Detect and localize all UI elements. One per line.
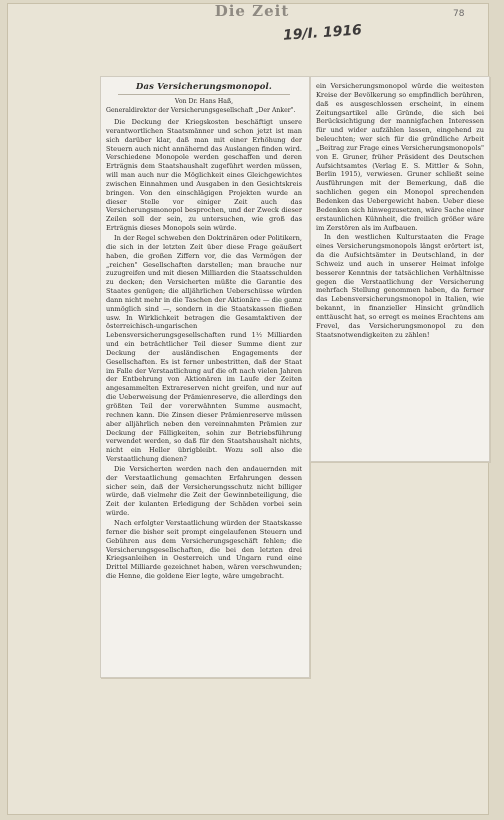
article-column-continuation bbox=[316, 82, 484, 456]
article-author-role: Generaldirektor der Versicherungsgesellschaft „Der Anker". bbox=[106, 107, 296, 114]
page-number: 78 bbox=[453, 9, 465, 19]
article-paragraph: Nach erfolgter Verstaatlichung würden der Staatskasse ferner die bisher seit prompt eingelaufenen Steuern und Gebühren aus dem Versicherungsgeschäft fehlen; die Versicherungsgesellschaften, die bei den letzten drei Kriegsanleihen in Oesterreich und Ungarn rund eine Drittel Milliarde gezeichnet haben, wären verschwunden; die Henne, die goldene Eier legte, wäre umgebracht. bbox=[106, 518, 302, 581]
article-paragraph: Die Versicherten werden nach den andauernden mit der Verstaatlichung gemachten Erfahrungen dessen sicher sein, daß der Versicherungsschutz nicht billiger würde, daß vielmehr die Zeit der Gewinnbeteiligung, die Zeit der kulanten Erledigung der Schäden vorbei sein würde. bbox=[106, 464, 302, 518]
article-title: Das Versicherungsmonopol. bbox=[135, 81, 273, 91]
handwritten-date: 19/I. 1916 bbox=[282, 22, 363, 44]
article-paragraph: In den westlichen Kulturstaaten die Frage eines Versicherungsmonopols längst erörtert ist, da die Aufsichtsämter in Deutschland, in der Schweiz und auch in unserer Heimat infolge besserer Kenntnis der tatsächlichen Verhältnisse gegen die Verstaatlichung der Versicherung mehrfach Stellung genommen haben, da ferner das Lebensversicherungsmonopol in Italien, wie bekannt, in finanzieller Hinsicht gründlich enttäuscht hat, so erregt es meines Erachtens am Frevel, das Versicherungsmonopol zu den Staatsnotwendigkeiten zu zählen! bbox=[316, 233, 484, 339]
article-paragraph: Die Deckung der Kriegskosten beschäftigt unsere verantwortlichen Staatsmänner und schon jetzt ist man sich darüber klar, daß man mit einer Erhöhung der Steuern auch nicht annähernd das Auslangen finden wird. Verschiedene Monopole werden geschaffen und deren Erträgnis dem Staatshaushalt zugeführt werden müssen, will man auch nur die Möglichkeit eines Gleichgewichtes zwischen Einnahmen und Ausgaben in den Gesichtskreis bringen. Von den einschlägigen Projekten wurde an dieser Stelle vor einiger Zeit auch das Versicherungsmonopol besprochen, und der Zweck dieser Zeilen soll der sein, zu untersuchen, wie groß das Erträgnis dieses Monopols sein würde. bbox=[106, 118, 302, 233]
title-divider bbox=[118, 94, 290, 95]
article-clipping-continuation bbox=[310, 76, 490, 462]
article-author: Von Dr. Hans Haß, bbox=[174, 98, 234, 105]
article-column-main bbox=[106, 81, 302, 673]
newspaper-masthead: Die Zeit bbox=[214, 2, 290, 20]
article-clipping-main bbox=[100, 76, 310, 678]
article-paragraph: ein Versicherungsmonopol würde die weitesten Kreise der Bevölkerung so empfindlich berühren, daß es ausgeschlossen erscheint, in einem Zeitungsartikel alle Gründe, die sich bei Berücksichtigung der mannigfachen Interessen für und wider aufzählen lassen, eingehend zu beleuchten; wer sich für die gründliche Arbeit „Beitrag zur Frage eines Versicherungsmonopols" von E. Gruner, früher Präsident des Deutschen Aufsichtsamtes (Verlag E. S. Mittler & Sohn, Berlin 1915), verwiesen. Gruner schließt seine Ausführungen mit der Bemerkung, daß die sachlichen gegen ein Monopol sprechenden Bedenken das Uebergewicht haben. Ueber diese Bedenken sich hinwegzusetzen, wäre Sache einer erstaunlichen Kühnheit, die freilich größer wäre im Zerstören als im Aufbauen. bbox=[316, 82, 484, 232]
article-paragraph: In der Regel schweben den Doktrinären oder Politikern, die sich in der letzten Zeit über diese Frage geäußert haben, die großen Ziffern vor, die das Vermögen der „reichen" Gesellschaften darstellen; man brauche nur zuzugreifen und mit diesen Milliarden die Staatsschulden zu decken; den Versicherten müßte die Garantie des Staates genügen; die alljährlichen Ueberschüsse würden dann nicht mehr in die Taschen der Aktionäre — die gamz unmöglich sind —, sondern in die Staatskassen fließen usw. In Wirklichkeit betragen die Gesamtaktiven der österreichisch-ungarischen Lebensversicherungsgesellschaften rund 1½ Milliarden und ein beträchtlicher Teil dieser Summe dient zur Deckung der ausländischen Engagements der Gesellschaften. Es ist ferner unbestritten, daß der Staat im Falle der Verstaatlichung auf die oft nach vielen Jahren der Entbehrung von Aktionären im Laufe der Zeiten angesammelten Extrareserven nicht greifen, und nur auf die Ueberweisung der Prämienreserve, die allerdings den größten Teil der vorerwähnten Summe ausmacht, rechnen kann. Die Zinsen dieser Prämienreserve müssen aber alljährlich neben den vereinnahmten Prämien zur Deckung der Fälligkeiten, sohin zur Betriebsführung verwendet werden, so daß für den Staatshaushalt nichts, nicht ein Heller übrigbleibt. Wozu soll also die Verstaatlichung dienen? bbox=[106, 233, 302, 464]
